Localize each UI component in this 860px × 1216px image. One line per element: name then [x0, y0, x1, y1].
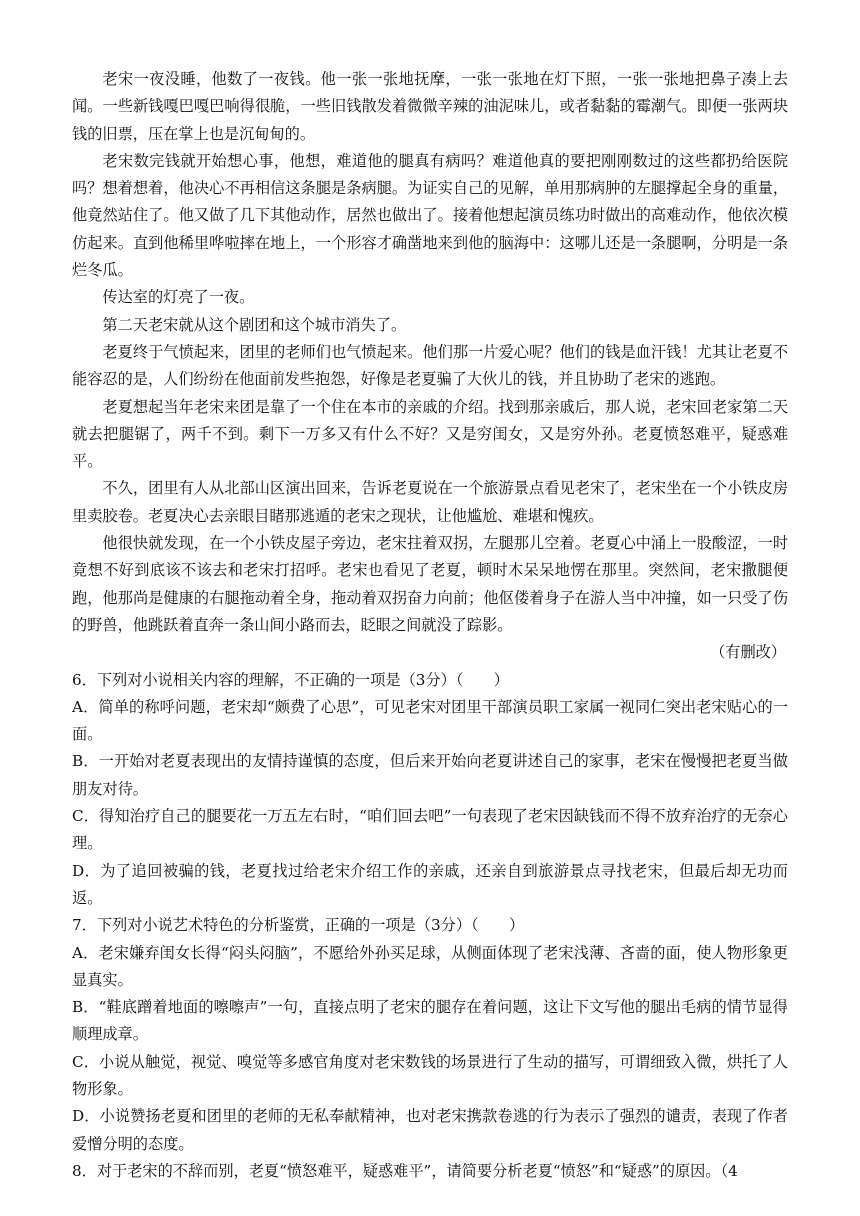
option-a: A．老宋嫌弃闺女长得“闷头闷脑”，不愿给外孙买足球，从侧面体现了老宋浅薄、吝啬的面，使人物形象更显真实。 — [72, 943, 788, 989]
story-paragraph-4: 第二天老宋就从这个剧团和这个城市消失了。 — [102, 315, 407, 334]
option-a: A．简单的称呼问题，老宋却“颇费了心思”，可见老宋对团里干部演员职工家属一视同仁突出老宋贴心的一面。 — [72, 697, 788, 744]
story-paragraph-8: 他很快就发现，在一个小铁皮屋子旁边，老宋拄着双拐，左腿那儿空着。老夏心中涌上一股酸涩，一时竟想不好到底该不该去和老宋打招呼。老宋也看见了老夏，顿时木呆呆地愣在那里。突然间，老宋撒腿便跑，他那尚是健康的右腿拖动着全身，拖动着双拐奋力向前；他伛偻着身子在游人当中冲撞，如一只受了伤的野兽，他跳跃着直奔一条山间小路而去，眨眼之间就没了踪影。 — [72, 534, 788, 634]
story-paragraph-5: 老夏终于气愤起来，团里的老师们也气愤起来。他们那一片爱心呢？他们的钱是血汗钱！尤其让老夏不能容忍的是，人们纷纷在他面前发些抱怨，好像是老夏骗了大伙儿的钱，并且协助了老宋的逃跑。 — [72, 342, 788, 389]
option-c: C．得知治疗自己的腿要花一万五左右时，“咱们回去吧”一句表现了老宋因缺钱而不得不放弃治疗的无奈心理。 — [72, 807, 788, 853]
question-stem: 7．下列对小说艺术特色的分析鉴赏，正确的一项是（3分）（ ） — [72, 916, 525, 935]
option-b: B．一开始对老夏表现出的友情持谨慎的态度，但后来开始向老夏讲述自己的家事，老宋在慢慢把老夏当做朋友对待。 — [72, 752, 788, 798]
edit-note: （有删改） — [710, 643, 786, 662]
question-stem: 6．下列对小说相关内容的理解，不正确的一项是（3分）（ ） — [72, 670, 509, 689]
option-d: D．为了追回被骗的钱，老夏找过给老宋介绍工作的亲戚，还亲自到旅游景点寻找老宋，但最后却无功而返。 — [72, 861, 788, 907]
document-page — [72, 66, 788, 1185]
option-c: C．小说从触觉，视觉、嗅觉等多感官角度对老宋数钱的场景进行了生动的描写，可谓细致入微，烘托了人物形象。 — [72, 1052, 788, 1098]
story-paragraph-3: 传达室的灯亮了一夜。 — [102, 288, 255, 307]
story-paragraph-6: 老夏想起当年老宋来团是靠了一个住在本市的亲戚的介绍。找到那亲戚后，那人说，老宋回老家第二天就去把腿锯了，两千不到。剩下一万多又有什么不好？又是穷闺女，又是穷外孙。老夏愤怒难平，疑惑难平。 — [72, 397, 788, 471]
option-d: D．小说赞扬老夏和团里的老师的无私奉献精神，也对老宋携款卷逃的行为表示了强烈的谴责，表现了作者爱憎分明的态度。 — [72, 1107, 788, 1153]
option-b: B．“鞋底蹭着地面的嚓嚓声”一句，直接点明了老宋的腿存在着问题，这让下文写他的腿出毛病的情节显得顺理成章。 — [72, 998, 788, 1044]
question-stem: 8．对于老宋的不辞而别，老夏“愤怒难平，疑惑难平”，请简要分析老夏“愤怒”和“疑惑”的原因。（4 — [72, 1161, 738, 1180]
story-paragraph-7: 不久，团里有人从北部山区演出回来，告诉老夏说在一个旅游景点看见老宋了，老宋坐在一个小铁皮房里卖胶卷。老夏决心去亲眼目睹那逃遁的老宋之现状，让他尴尬、难堪和愧疚。 — [72, 479, 788, 525]
question-7 — [72, 912, 788, 1158]
story-paragraph-1: 老宋一夜没睡，他数了一夜钱。他一张一张地抚摩，一张一张地在灯下照，一张一张地把鼻子凑上去闻。一些新钱嘎巴嘎巴响得很脆，一些旧钱散发着微微辛辣的油泥味儿，或者黏黏的霉潮气。即便一张两块钱的旧票，压在掌上也是沉甸甸的。 — [72, 70, 788, 143]
story-paragraph-2: 老宋数完钱就开始想心事，他想，难道他的腿真有病吗？难道他真的要把刚刚数过的这些都扔给医院吗？想着想着，他决心不再相信这条腿是条病腿。为证实自己的见解，单用那病肿的左腿撑起全身的重量，他竟然站住了。他又做了几下其他动作，居然也做出了。接着他想起演员练功时做出的高难动作，他依次模仿起来。直到他稀里哗啦摔在地上，一个形容才确凿地来到他的脑海中：这哪儿还是一条腿啊，分明是一条烂冬瓜。 — [72, 151, 788, 280]
question-6 — [72, 667, 788, 913]
story-text — [72, 66, 788, 667]
question-8 — [72, 1158, 788, 1185]
